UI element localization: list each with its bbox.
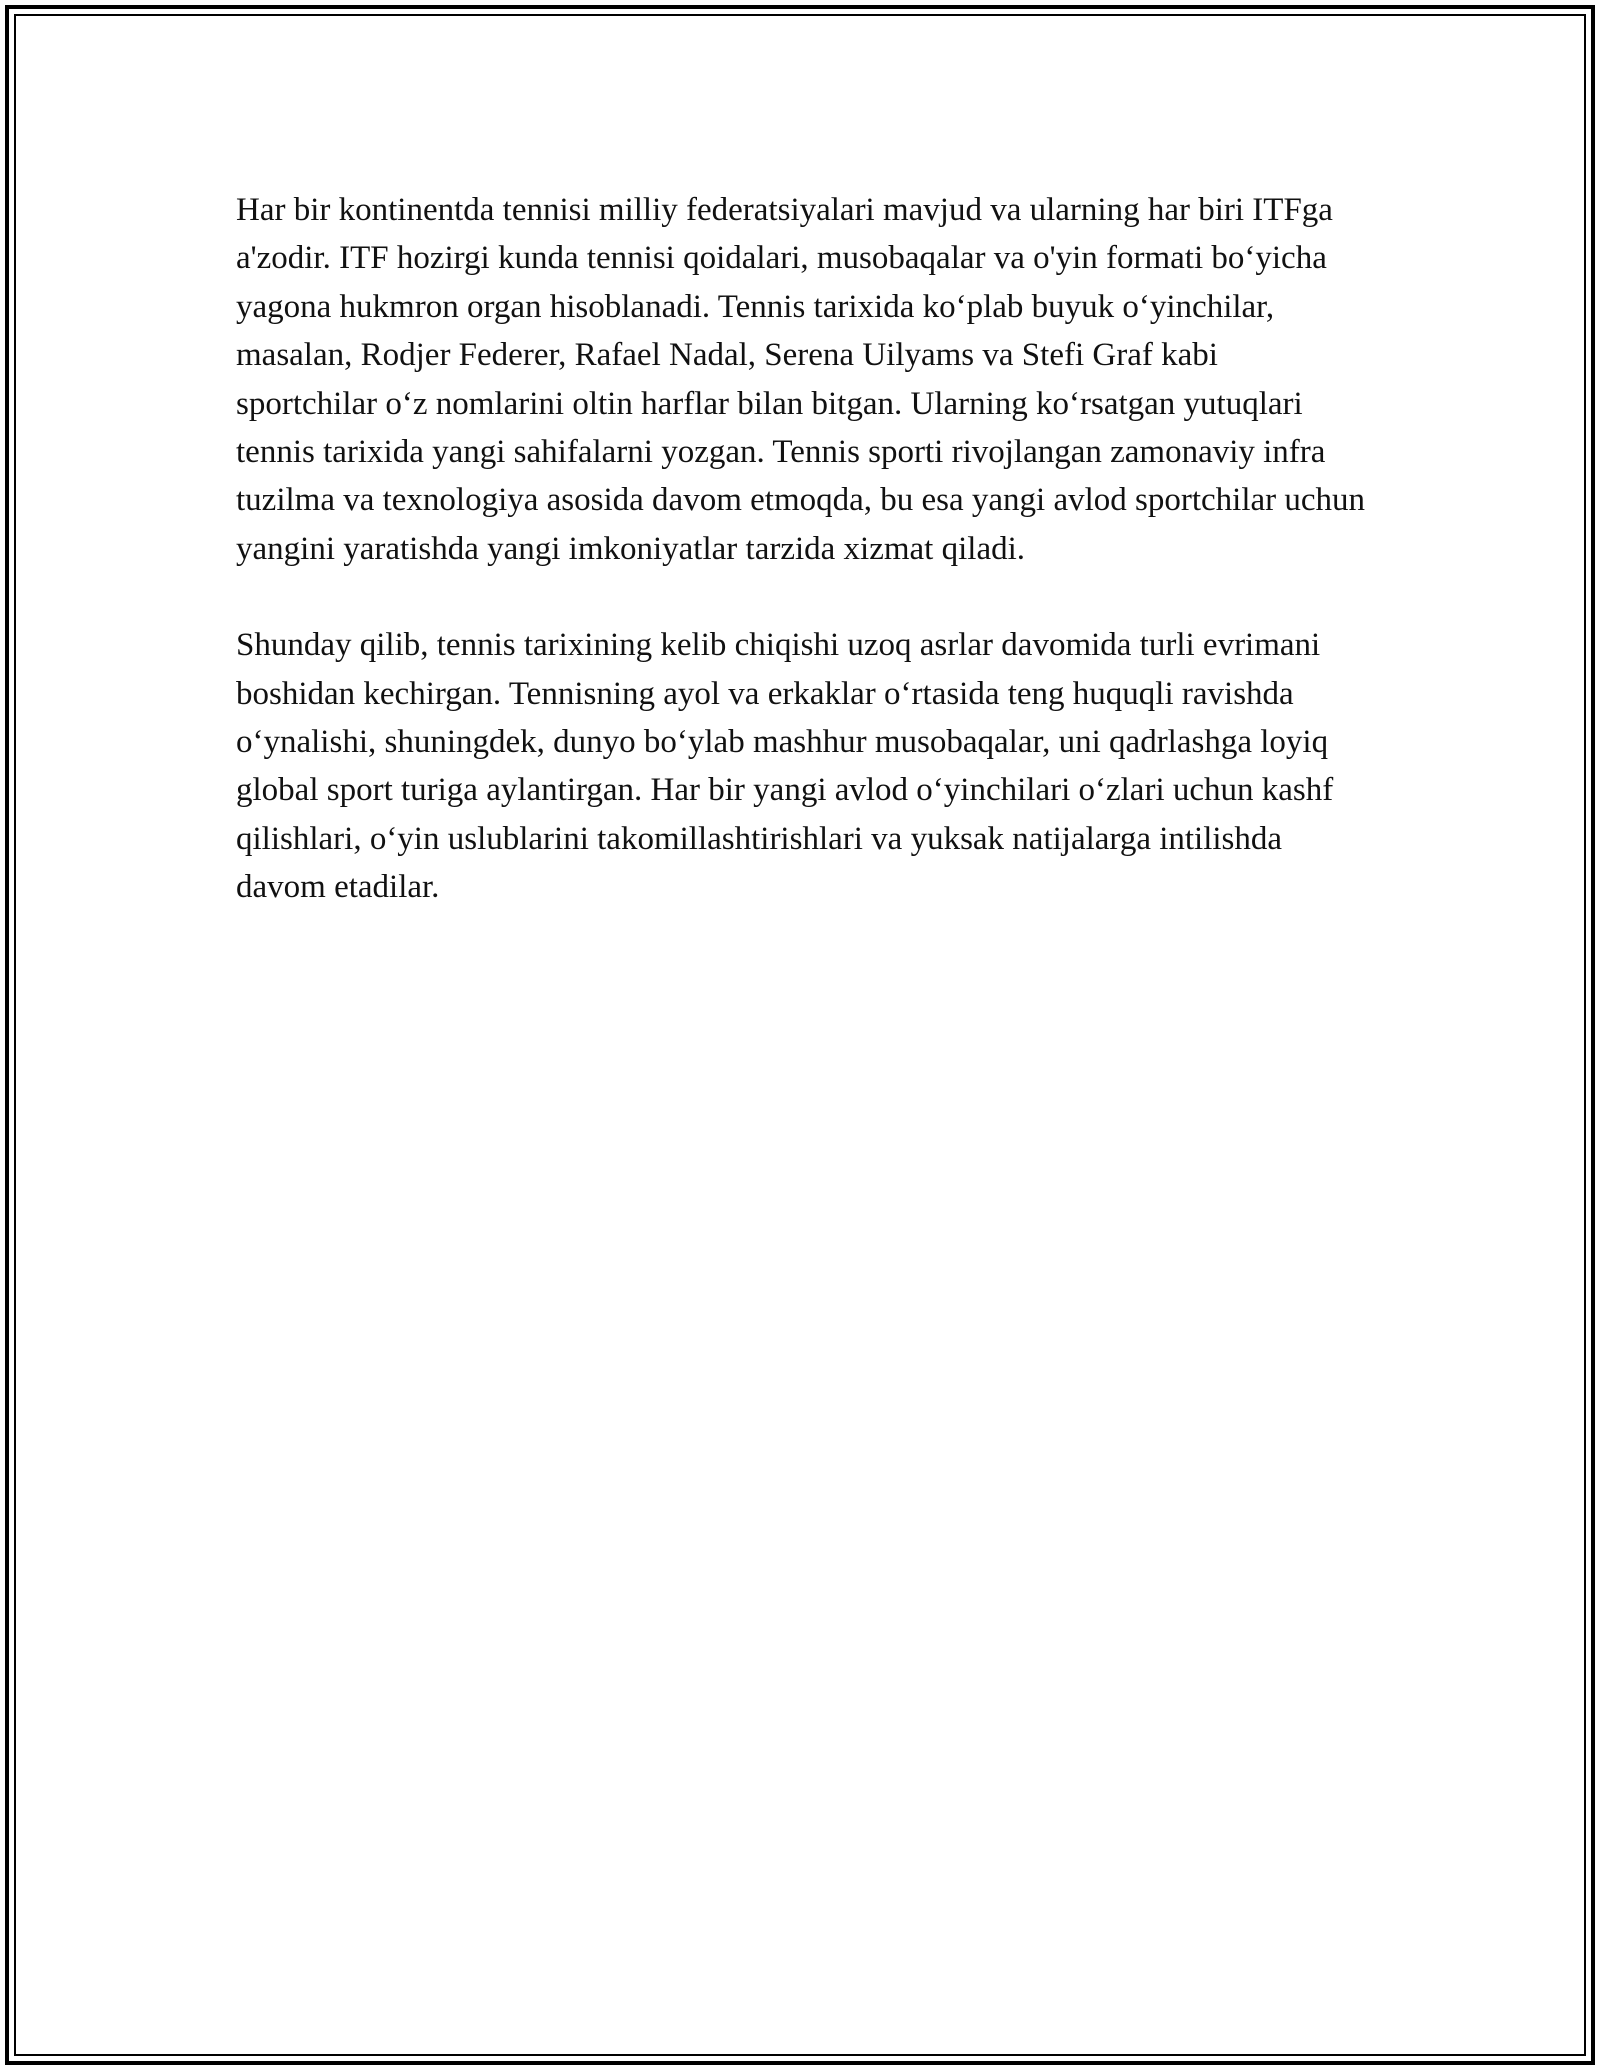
document-body [236, 186, 1366, 960]
paragraph-1: Har bir kontinentda tennisi milliy federatsiyalari mavjud va ularning har biri ITFga a'zodir. ITF hozirgi kunda tennisi qoidalari, musobaqalar va o'yin formati bo‘yicha yagona hukmron organ hisoblanadi. Tennis tarixida ko‘plab buyuk o‘yinchilar, masalan, Rodjer Federer, Rafael Nadal, Serena Uilyams va Stefi Graf kabi sportchilar o‘z nomlarini oltin harflar bilan bitgan. Ularning ko‘rsatgan yutuqlari tennis tarixida yangi sahifalarni yozgan. Tennis sporti rivojlangan zamonaviy infra tuzilma va texnologiya asosida davom etmoqda, bu esa yangi avlod sportchilar uchun yangini yaratishda yangi imkoniyatlar tarzida xizmat qiladi. [236, 192, 1366, 567]
paragraph-2: Shunday qilib, tennis tarixining kelib chiqishi uzoq asrlar davomida turli evrimani boshidan kechirgan. Tennisning ayol va erkaklar o‘rtasida teng huquqli ravishda o‘ynalishi, shuningdek, dunyo bo‘ylab mashhur musobaqalar, uni qadrlashga loyiq global sport turiga aylantirgan. Har bir yangi avlod o‘yinchilari o‘zlari uchun kashf qilishlari, o‘yin uslublarini takomillashtirishlari va yuksak natijalarga intilishda davom etadilar. [236, 627, 1334, 906]
